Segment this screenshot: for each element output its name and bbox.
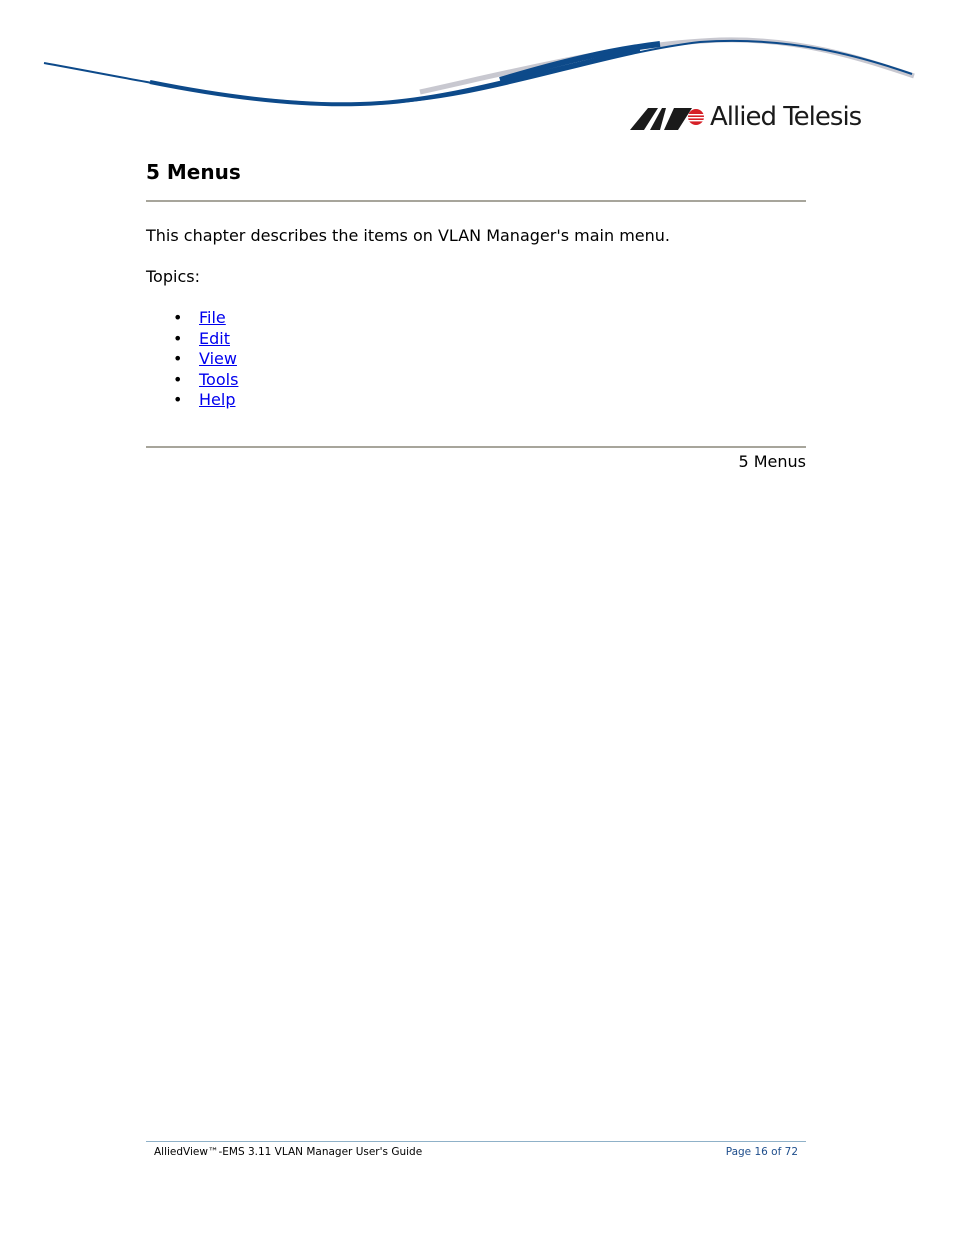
topic-item-help bbox=[146, 390, 238, 411]
footer-page-number: Page 16 of 72 bbox=[725, 1146, 798, 1158]
logo-wordmark: Allied Telesis bbox=[710, 102, 862, 132]
topic-item-view bbox=[146, 349, 238, 370]
footer-guide-title: AlliedView™-EMS 3.11 VLAN Manager User's Guide bbox=[154, 1146, 423, 1158]
topic-link-view[interactable]: View bbox=[199, 349, 237, 369]
chapter-intro: This chapter describes the items on VLAN Manager's main menu. bbox=[146, 226, 671, 245]
allied-telesis-logo-icon bbox=[630, 104, 706, 130]
topics-label: Topics: bbox=[146, 267, 200, 286]
bullet-icon: • bbox=[173, 369, 183, 389]
bullet-icon: • bbox=[173, 349, 183, 369]
topic-link-edit[interactable]: Edit bbox=[199, 328, 230, 348]
allied-telesis-logo bbox=[630, 100, 861, 134]
footer-divider bbox=[146, 1141, 806, 1142]
topic-link-file[interactable]: File bbox=[199, 308, 226, 327]
topic-item-tools bbox=[146, 370, 238, 391]
content-bottom-divider bbox=[146, 446, 806, 448]
topic-link-help[interactable]: Help bbox=[199, 390, 236, 410]
topics-list bbox=[146, 308, 238, 411]
topic-item-edit bbox=[146, 329, 238, 350]
title-divider bbox=[146, 200, 806, 202]
bullet-icon: • bbox=[173, 390, 183, 410]
bullet-icon: • bbox=[173, 308, 183, 327]
topic-item-file bbox=[146, 308, 238, 329]
topic-link-tools[interactable]: Tools bbox=[199, 369, 239, 389]
chapter-title: 5 Menus bbox=[146, 160, 241, 184]
running-section-title: 5 Menus bbox=[738, 452, 806, 471]
bullet-icon: • bbox=[173, 328, 183, 348]
